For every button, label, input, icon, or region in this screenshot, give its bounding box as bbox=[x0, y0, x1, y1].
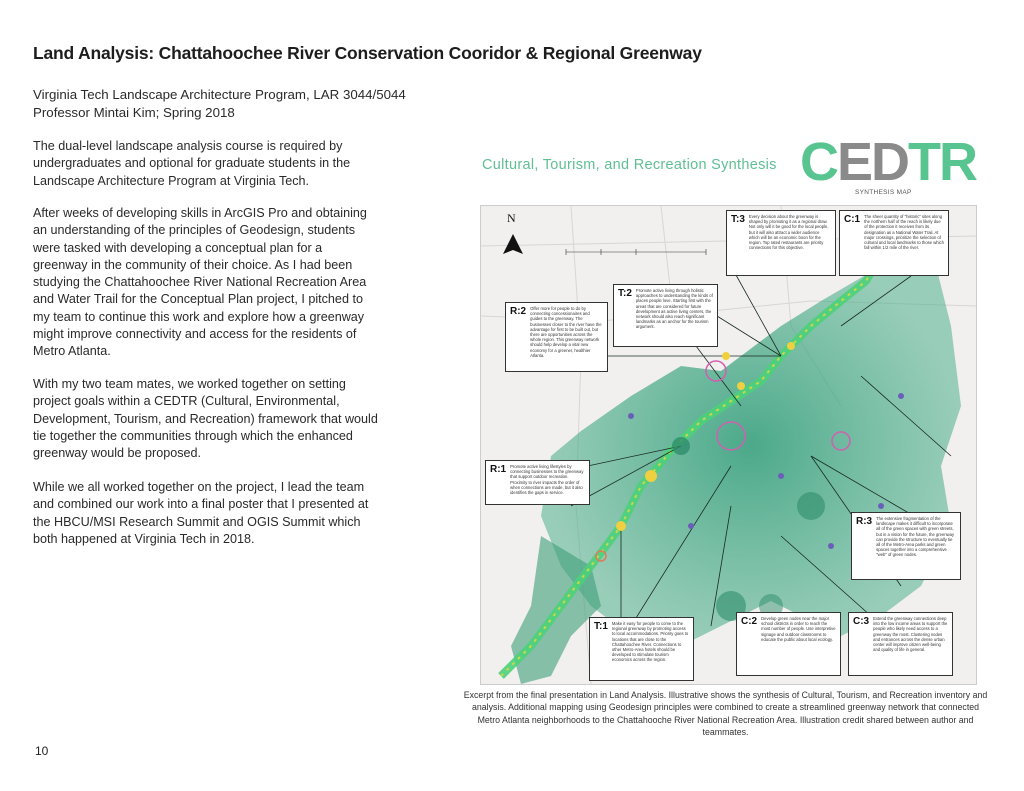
box-t1 bbox=[589, 617, 694, 681]
paragraph-team bbox=[33, 376, 378, 462]
box-text: The extensive fragmentation of the landscape makes it difficult to incorporate all of the green spaces with green streets, but in a vision for the future, the greenway can provide the structure to eventually tie all of the Metro-Area parks and green spaces together into a comprehensive "web" of green nodes. bbox=[876, 516, 955, 558]
north-label: N bbox=[507, 211, 516, 225]
box-r1 bbox=[485, 460, 590, 505]
paragraph-skills bbox=[33, 205, 378, 361]
logo-letter-d: D bbox=[871, 132, 909, 192]
box-c3 bbox=[848, 612, 953, 676]
synthesis-map bbox=[480, 205, 977, 685]
logo-letter-e: E bbox=[837, 132, 872, 192]
paragraph-text: With my two team mates, we worked together on setting project goals within a CEDTR (Cultural, Environmental, Development, Tourism, and Recreation) framework that would tie together the communities through which the enhanced greenway would be proposed. bbox=[33, 377, 378, 461]
course-line: Virginia Tech Landscape Architecture Program, LAR 3044/5044 bbox=[33, 87, 406, 102]
box-text: Develop green nodes near the major school districts in order to reach the most number of people. Use interpretive signage and outdoor classrooms to educate the public about local ecology. bbox=[761, 616, 836, 642]
cedtr-logo bbox=[800, 132, 976, 192]
box-code: T:1 bbox=[594, 621, 608, 632]
paragraph-intro bbox=[33, 138, 378, 190]
logo-letter-r: R bbox=[939, 132, 977, 192]
paragraph-text: While we all worked together on the project, I lead the team and combined our work into a final poster that I presented at the HBCU/MSI Research Summit and OGIS Summit which both happened at Virginia Tech in 2018. bbox=[33, 480, 369, 546]
box-text: Offer more for people to do by connecting concessionaires and guides to the greenway. The businesses closer to the river have the advantage for first to be built out, but there are opportunities across the whole region. This greenway network should help develop a vital new economy for a greener, healthier Atlanta. bbox=[530, 306, 602, 358]
logo-subtitle: SYNTHESIS MAP bbox=[855, 189, 912, 196]
page-number: 10 bbox=[35, 744, 49, 758]
north-arrow-icon bbox=[503, 234, 523, 254]
box-c2 bbox=[736, 612, 841, 676]
box-text: Promote active living through holistic approaches to understanding the kinds of places people love. Starting first with the areas that are considered for future development as active living centers, the network should also reach significant landmarks as an anchor for the tourism argument. bbox=[635, 288, 713, 330]
box-r2 bbox=[505, 302, 608, 372]
box-code: C:1 bbox=[844, 214, 861, 225]
paragraph-text: The dual-level landscape analysis course is required by undergraduates and optional for graduate students in the Landscape Architecture Program at Virginia Tech. bbox=[33, 139, 351, 188]
page-title: Land Analysis: Chattahoochee River Conservation Cooridor & Regional Greenway bbox=[33, 43, 702, 63]
professor-line: Professor Mintai Kim; Spring 2018 bbox=[33, 105, 235, 120]
box-text: Every decision about the greenway is shaped by promoting it as a regional draw. Not only will it be good for the local people, but it will also attract a wider audience which will be an economic boon for the region. Top rated restaurants are priority connections for this objective. bbox=[748, 214, 829, 251]
paragraph-summit bbox=[33, 479, 378, 548]
box-code: T:3 bbox=[731, 214, 745, 225]
box-code: R:3 bbox=[856, 516, 873, 527]
box-code: C:3 bbox=[853, 616, 870, 627]
box-code: R:1 bbox=[490, 464, 507, 475]
box-t2 bbox=[613, 284, 718, 347]
course-info bbox=[33, 86, 406, 122]
box-text: Promote active living lifestyles by connecting businesses to the greenway that support outdoor recreation. Proximity to river impacts the order of when connections are made, but it also identifies the gaps in service. bbox=[510, 464, 584, 496]
logo-letter-t: T bbox=[908, 132, 940, 192]
box-text: The sheer quantity of "historic" sites along the northern half of the reach is likely due of the protection it receives from its designation as a National Water Trail. At major crossings, prioritize the selection of cultural and local landmarks to those which fall within 1/2 mile of the river. bbox=[864, 214, 944, 251]
paragraph-text: After weeks of developing skills in ArcGIS Pro and obtaining an understanding of the principles of Geodesign, students were tasked with developing a conceptual plan for a greenway in the community of their choice. As I had been studying the Chattahoochee River National Recreation Area and Water Trail for the Conceptual Plan project, I pitched to my team to continue this work and explore how a greenway might improve connectivity and access for the residents of Metro Atlanta. bbox=[33, 206, 367, 359]
box-code: T:2 bbox=[618, 288, 632, 299]
box-code: C:2 bbox=[741, 616, 758, 627]
box-text: Extend the greenway connections deep into the low income areas to support the people who likely need access to a greenway the most. Clustering nodes and entrances across the dense urban center will improve citizen well-being and quality of life in general. bbox=[873, 616, 948, 653]
figure-title: Cultural, Tourism, and Recreation Synthesis bbox=[482, 157, 777, 173]
box-c1 bbox=[839, 210, 949, 276]
figure-caption: Excerpt from the final presentation in Land Analysis. Illustrative shows the synthesis of Cultural, Tourism, and Recreation inventory and analysis. Additional mapping using Geodesign principles were combined to create a streamlined greenway network that connected Metro Atlanta neighborhoods to the Chattahooche River National Recreation Area. Illustration credit shared between author and teammates. bbox=[463, 690, 988, 738]
box-text: Make it easy for people to come to the regional greenway by promoting access to local accommodations. Priority goes to locations that are close to the Chattahoochee River. Connections to other Metro-Area hotels should be developed to stimulate tourism economics across the region. bbox=[611, 621, 689, 663]
logo-letter-c: C bbox=[800, 132, 837, 192]
box-r3 bbox=[851, 512, 961, 580]
box-code: R:2 bbox=[510, 306, 527, 317]
box-t3 bbox=[726, 210, 836, 276]
scale-bar bbox=[566, 249, 706, 255]
